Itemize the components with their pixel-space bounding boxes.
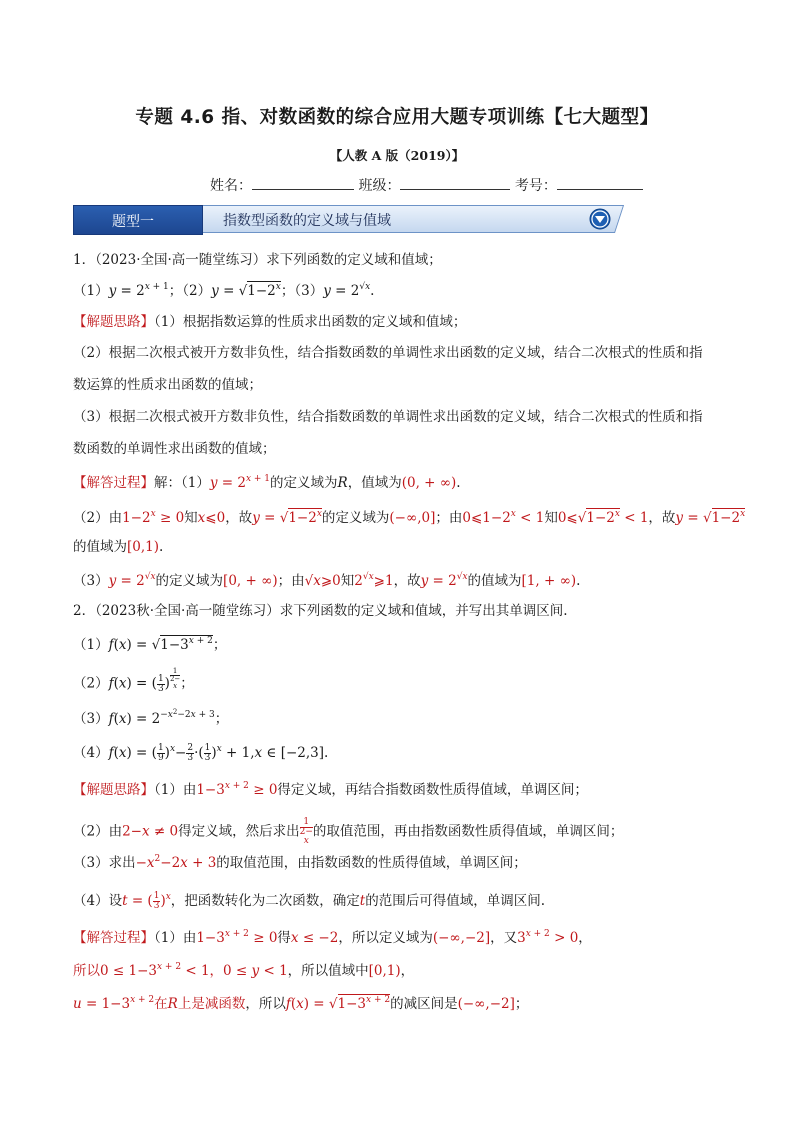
problem-1-parts: $(1)y = 2^{x + 1}$；$(2)y = √1-2^x$；$(3)y = 2^{√x}$. bbox=[73, 282, 375, 299]
section-banner bbox=[73, 205, 615, 235]
problem-1-stem: 1．（2023·全国·高一随堂练习）求下列函数的定义域和值域； bbox=[73, 252, 442, 268]
problem-1-thinking-3: （3）根据二次根式被开方数非负性，结合指数函数的单调性求出函数的定义域，结合二次根式的性质和指 bbox=[73, 409, 703, 425]
problem-2-solution-1c: $u = 1-3^{x + 2}$在R上是减函数，所以$f(x) = √1-3^{x + 2}$的减区间是(−∞,−2]； bbox=[73, 995, 529, 1012]
problem-2-solution-1: 【解答过程】（1）由$1-3^{x + 2} \ge 0$得x ≤ −2，所以定义域为(−∞,−2]，又$3^{x + 2} > 0$， bbox=[73, 929, 592, 946]
id-label: 考号： bbox=[514, 178, 557, 194]
page-title: 专题 4.6 指、对数函数的综合应用大题专项训练【七大题型】 bbox=[135, 107, 659, 128]
problem-2-thinking-3: （3）求出$-x^2-2x + 3$的取值范围，由指数函数的性质得值域，单调区间； bbox=[73, 854, 527, 871]
class-blank[interactable] bbox=[400, 175, 510, 190]
section-title: 指数型函数的定义域与值域 bbox=[223, 213, 391, 229]
problem-2-part-4: （4）f(x) = ( $\frac{1}{9}$ )$^x$− $\frac{2}{3}$ ·( $\frac{1}{3}$ )$^x$ + 1,x ∈ [−2,3]. bbox=[73, 743, 329, 763]
problem-2-thinking-1: 【解题思路】（1）由$1-3^{x + 2} \ge 0$得定义域，再结合指数函数性质得值域，单调区间； bbox=[73, 781, 588, 798]
banner-left-tab bbox=[73, 205, 203, 235]
problem-2-part-3: $(3)f(x) = 2^{-x^2-2x + 3}$； bbox=[73, 708, 229, 727]
problem-2-part-1: $(1)f(x) = √1-3^{x + 2}$； bbox=[73, 636, 227, 653]
problem-1-thinking-3b: 数函数的单调性求出函数的值域； bbox=[73, 441, 276, 457]
problem-1-solution-2b: 的值域为[0,1). bbox=[73, 539, 164, 555]
student-info-line bbox=[210, 175, 643, 195]
thinking-tag: 【解题思路】 bbox=[73, 314, 154, 330]
name-label: 姓名： bbox=[210, 178, 252, 194]
problem-1-thinking-2b: 数运算的性质求出函数的值域； bbox=[73, 377, 262, 393]
id-blank[interactable] bbox=[557, 175, 643, 190]
chevron-down-icon[interactable] bbox=[589, 208, 611, 230]
problem-2-thinking-2: （2）由2−x ≠ 0得定义域，然后求出 1 2− x 的取值范围，再由指数函数性质得值域，单调区间； bbox=[73, 817, 624, 846]
problem-1-solution-2: （2）由$1-2^x \ge 0$知x⩽0，故$y = √1-2^x$的定义域为(−∞,0]；由$0⩽1-2^x < 1$知$0⩽√1-2^x < 1$，故$y = √1-2^x$ bbox=[73, 509, 746, 526]
class-label: 班级： bbox=[358, 178, 401, 194]
problem-2-part-2: （2）f(x) = ( $\frac{1}{3}$ ) $^{1 2- x}$ ； bbox=[73, 667, 194, 694]
name-blank[interactable] bbox=[252, 175, 354, 190]
section-number: 题型一 bbox=[112, 214, 154, 230]
problem-2-thinking-4: （4）设t = ( $\frac{1}{3}$ )$^x$，把函数转化为二次函数，确定t的范围后可得值域，单调区间. bbox=[73, 891, 546, 911]
problem-2-solution-1b: 所以$0 \le 1-3^{x + 2} < 1$，0 ≤ y < 1，所以值域中[0,1)， bbox=[73, 962, 415, 979]
page-subtitle: 【人教 A 版（2019）】 bbox=[329, 148, 465, 163]
problem-1-thinking-2: （2）根据二次根式被开方数非负性，结合指数函数的单调性求出函数的定义域，结合二次根式的性质和指 bbox=[73, 345, 703, 361]
problem-1-solution-3: $(3)y = 2^{√x}$的定义域为[0, + ∞)；由√x⩾0知$2^{√x}⩾1$，故$y = 2^{√x}$的值域为[1, + ∞). bbox=[73, 572, 581, 589]
problem-1-solution-1: 【解答过程】解：$(1)y = 2^{x + 1}$的定义域为R，值域为(0, + ∞). bbox=[73, 474, 461, 491]
problem-1-thinking-1: 【解题思路】（1）根据指数运算的性质求出函数的定义域和值域； bbox=[73, 314, 467, 330]
problem-2-stem: 2．（2023秋·全国·高一随堂练习）求下列函数的定义域和值域，并写出其单调区间. bbox=[73, 603, 568, 619]
